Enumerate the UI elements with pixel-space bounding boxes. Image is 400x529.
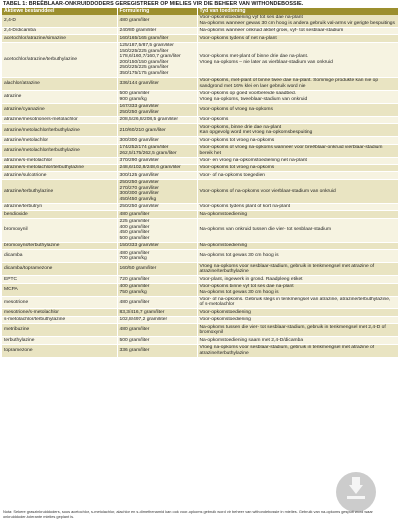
- cell-formulation: 248,6/102,8/248,6 gram/liter: [117, 165, 197, 172]
- cell-active-ingredient: metribuzine: [2, 324, 117, 337]
- cell-active-ingredient: dicamba/topramezone: [2, 263, 117, 276]
- cell-application-time: Na-opkomstoediening: [197, 242, 398, 249]
- table-row: [2, 309, 398, 316]
- footnote: Nota: Sekere graszinkruiddoders, soos acetochlor, s-metolachlor, alachlor en s-dimethenamid kan ook voor-opkoms gebruik word vir beheer van withondebossie in mielies. Gebruik van na-opkoms gespuit word waar onkruiddoder-tolerante mielies geplant is.: [3, 509, 373, 519]
- table-title: TABEL 1: BREËBLAAR-ONKRUIDDODERS GEREGISTREER OP MIELIES VIR DIE BEHEER VAN WITHONDEBOSSIE.: [3, 1, 304, 7]
- cell-application-time: Voor-opkoms binne vyf tot ses dae na-plant Na-opkoms tot gewas 30 cm hoog is: [197, 283, 398, 296]
- cell-application-time: Voor-opkoms of vroeg na-opkoms: [197, 104, 398, 117]
- cell-active-ingredient: atrazine/metolachlor: [2, 137, 117, 144]
- herbicide-table: [2, 8, 399, 358]
- table-row: [2, 283, 398, 296]
- cell-active-ingredient: atrazine/metolachlor/terbuthylazine: [2, 124, 117, 137]
- cell-active-ingredient: topramezone: [2, 344, 117, 357]
- cell-application-time: Na-opkoms tussen die vier- tot sesblaar-stadium, gebruik in tenkmengsel met 2,4-D of bromoxynil: [197, 324, 398, 337]
- cell-active-ingredient: mesotrione/s-metolachlor: [2, 309, 117, 316]
- cell-formulation: 150/333 gram/liter: [117, 242, 197, 249]
- table-row: [2, 42, 398, 77]
- cell-application-time: Voor-opkoms: [197, 116, 398, 123]
- cell-active-ingredient: atrazine/terbutryn: [2, 203, 117, 210]
- cell-formulation: 400 gram/liter 750 gram/kg: [117, 283, 197, 296]
- cell-formulation: 336/144 gram/liter: [117, 78, 197, 91]
- cell-application-time: Na-opkoms van onkruid tussen die vier- tot sesblaar-stadium: [197, 218, 398, 242]
- cell-formulation: 160/50 gram/liter: [117, 263, 197, 276]
- cell-application-time: Voor-opkomstoediening: [197, 316, 398, 323]
- cell-application-time: Vroeg na-opkoms voor sesblaar-stadium, gebruik in tenkmengsel met atrazine of atrazine/terbuthylazine: [197, 344, 398, 357]
- cell-application-time: Voor-opkoms, binne drie dae na-plant Kan opgevolg word met vroeg na-opkomsbespuiting: [197, 124, 398, 137]
- cell-application-time: Voor-opkoms tot vroeg na-opkoms: [197, 137, 398, 144]
- cell-active-ingredient: atrazine/terbuthylazine: [2, 179, 117, 203]
- header-formulation: Formulering: [117, 8, 197, 15]
- cell-formulation: 167/333 gram/liter 250/250 gram/liter: [117, 104, 197, 117]
- cell-active-ingredient: atrazine/sulcotrione: [2, 172, 117, 179]
- cell-formulation: 480 gram/liter: [117, 15, 197, 27]
- cell-formulation: 174/252/174 gram/liter 262,5/175/262,5 gram/liter: [117, 144, 197, 157]
- table-row: [2, 276, 398, 283]
- cell-active-ingredient: bromoxynil: [2, 218, 117, 242]
- cell-active-ingredient: bromoxynil/terbuthylazine: [2, 242, 117, 249]
- cell-application-time: Voor- of na-opkoms toegedien: [197, 172, 398, 179]
- cell-application-time: Voor-opkomstoediening: [197, 309, 398, 316]
- cell-active-ingredient: mesotrione: [2, 296, 117, 309]
- table-row: [2, 27, 398, 34]
- cell-formulation: 210/60/210 gram/liter: [117, 124, 197, 137]
- table-row: [2, 242, 398, 249]
- cell-formulation: 480 gram/liter 700 gram/kg: [117, 250, 197, 263]
- table-body: [2, 15, 398, 357]
- cell-active-ingredient: s-metolachlor/terbuthylazine: [2, 316, 117, 323]
- cell-application-time: Vroeg na-opkoms voor sesblaar-stadium, gebruik in tenkmengsel met atrazine of atrazine/terbuthylazine: [197, 263, 398, 276]
- table-row: [2, 337, 398, 344]
- cell-formulation: 250/250 gram/liter 270/270 gram/liter 300/300 gram/liter 450/450 gram/kg: [117, 179, 197, 203]
- cell-active-ingredient: acetochlor/atrazine/terbuthylazine: [2, 42, 117, 77]
- cell-formulation: 208,5/26,8/208,5 gram/liter: [117, 116, 197, 123]
- cell-active-ingredient: bendioxide: [2, 211, 117, 218]
- table-row: [2, 144, 398, 157]
- cell-application-time: Na-opkoms tot gewas 30 cm hoog is: [197, 250, 398, 263]
- cell-application-time: Voor-opkomstoediening vyf tot ses dae na-plant Na-opkoms wanneer gewas 30 cm hoog is andera gebruik val-arms vir gerigte bespuitings: [197, 15, 398, 27]
- cell-active-ingredient: atrazine/mesotrione/s-metolachlor: [2, 116, 117, 123]
- table-row: [2, 124, 398, 137]
- cell-formulation: 720 gram/liter: [117, 276, 197, 283]
- cell-application-time: Voor-opkoms tot vroeg na-opkoms: [197, 165, 398, 172]
- table-row: [2, 203, 398, 210]
- cell-application-time: Voor-opkoms met-plant of binne drie dae na-plant. Vroeg na-opkoms – nie later as vierblaar-stadium van onkruid: [197, 42, 398, 77]
- table-row: [2, 324, 398, 337]
- cell-formulation: 336 gram/liter: [117, 344, 197, 357]
- cell-application-time: Voor- en vroeg na-opkomstoediening net na-plant: [197, 157, 398, 164]
- cell-formulation: 300/125 gram/liter: [117, 172, 197, 179]
- cell-active-ingredient: terbuthylazine: [2, 337, 117, 344]
- cell-formulation: 480 gram/liter: [117, 296, 197, 309]
- table-row: [2, 157, 398, 164]
- cell-formulation: 160/165/165 gram/liter: [117, 35, 197, 42]
- cell-application-time: Voor-opkoms tydens plant of kort na-plant: [197, 203, 398, 210]
- table-row: [2, 15, 398, 27]
- table-row: [2, 137, 398, 144]
- cell-formulation: 500 gram/liter: [117, 337, 197, 344]
- table-row: [2, 316, 398, 323]
- cell-application-time: Na-opkomstoediening saam met 2,4-D/dicamba: [197, 337, 398, 344]
- cell-active-ingredient: 2,4-D/dicamba: [2, 27, 117, 34]
- cell-formulation: 125/187,5/87,5 gram/liter 150/225/225 gram/liter 178,6/160,7/160,7 gram/liter 200/150/150 gram/liter 250/225/225 gram/liter 350/175/175 gram/liter: [117, 42, 197, 77]
- table-row: [2, 179, 398, 203]
- table-row: [2, 211, 398, 218]
- cell-application-time: Voor- of na-opkoms. Gebruik slegs in tenkmengsel van atrazine, atrazine/terbuthylazine, of s-metolachlor: [197, 296, 398, 309]
- cell-application-time: Voor-plant, ingewerk in grond. Raadpleeg etiket: [197, 276, 398, 283]
- cell-application-time: Voor-opkoms of na-opkoms voor vierblaar-stadium van onkruid: [197, 179, 398, 203]
- cell-application-time: Na-opkoms wanneer onkruid aktief groei, vyf- tot sesblaar-stadium: [197, 27, 398, 34]
- cell-active-ingredient: dicamba: [2, 250, 117, 263]
- table-row: [2, 104, 398, 117]
- table-row: [2, 250, 398, 263]
- table-row: [2, 91, 398, 104]
- cell-active-ingredient: atrazine/metolachlor/terbuthylazine: [2, 144, 117, 157]
- cell-active-ingredient: 2,4-D: [2, 15, 117, 27]
- cell-application-time: Na-opkomstoediening: [197, 211, 398, 218]
- table-row: [2, 78, 398, 91]
- table-row: [2, 172, 398, 179]
- cell-application-time: Voor-opkoms, met-plant of binne twee dae na-plant. Sommige produkte kan nie op sandgrond met 16% klei en laer gebruik word nie: [197, 78, 398, 91]
- table-header-row: [2, 8, 398, 15]
- cell-active-ingredient: EPTC: [2, 276, 117, 283]
- cell-application-time: Voor-opkoms tydens of net na-plant: [197, 35, 398, 42]
- cell-formulation: 300/300 gram/liter: [117, 137, 197, 144]
- cell-active-ingredient: alachlor/atrazine: [2, 78, 117, 91]
- cell-active-ingredient: atrazine: [2, 91, 117, 104]
- cell-application-time: Voor-opkoms op goed voorbereide saadbed. Vroeg na-opkoms, tweeblaar-stadium van onkruid: [197, 91, 398, 104]
- cell-active-ingredient: atrazine/cyanazine: [2, 104, 117, 117]
- cell-formulation: 480 gram/liter: [117, 211, 197, 218]
- header-active-ingredient: Aktiewe bestanddeel: [2, 8, 117, 15]
- cell-active-ingredient: MCPA: [2, 283, 117, 296]
- table-row: [2, 296, 398, 309]
- table-row: [2, 344, 398, 357]
- cell-active-ingredient: atrazine/s-metolachlor/terbuthylazine: [2, 165, 117, 172]
- cell-formulation: 225 gram/liter 400 gram/liter 450 gram/liter 500 gram/liter: [117, 218, 197, 242]
- table-row: [2, 218, 398, 242]
- cell-formulation: 83,3/416,7 gram/liter: [117, 309, 197, 316]
- download-icon[interactable]: [336, 472, 376, 512]
- cell-formulation: 480 gram/liter: [117, 324, 197, 337]
- cell-formulation: 102,8/497,2 gram/liter: [117, 316, 197, 323]
- cell-formulation: 250/250 gram/liter: [117, 203, 197, 210]
- cell-active-ingredient: acetochlor/atrazine/simazine: [2, 35, 117, 42]
- cell-formulation: 500 gram/liter 900 gram/kg: [117, 91, 197, 104]
- table-row: [2, 165, 398, 172]
- cell-formulation: 370/290 gram/liter: [117, 157, 197, 164]
- cell-active-ingredient: atrazine/s-metolachlor: [2, 157, 117, 164]
- cell-formulation: 240/80 gram/liter: [117, 27, 197, 34]
- table-row: [2, 263, 398, 276]
- header-application-time: Tyd van toediening: [197, 8, 398, 15]
- table-row: [2, 116, 398, 123]
- cell-application-time: Voor-opkoms of vroeg na-opkoms wanneer voor breëblaar-onkruid vierblaar-stadium bereik het: [197, 144, 398, 157]
- table-row: [2, 35, 398, 42]
